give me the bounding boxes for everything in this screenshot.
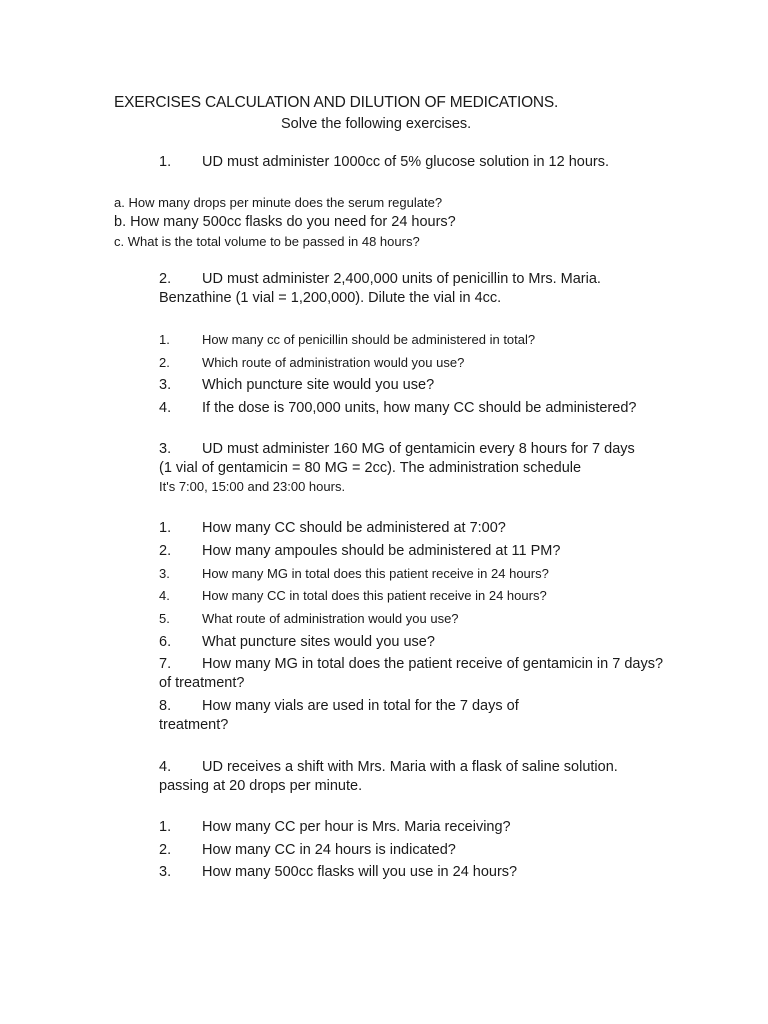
list-item: 1. How many CC per hour is Mrs. Maria receiving?: [159, 819, 511, 835]
list-item: 1. How many cc of penicillin should be administered in total?: [159, 332, 536, 347]
list-item: 7. How many MG in total does the patient receive of gentamicin in 7 days?: [159, 656, 664, 672]
exercise-number: 4.: [159, 759, 172, 775]
exercise-1-question-c: c. What is the total volume to be passed in 48 hours?: [114, 234, 420, 249]
exercise-3-statement-line2: (1 vial of gentamicin = 80 MG = 2cc). The administration schedule: [159, 460, 582, 476]
list-item: 4. How many CC in total does this patient receive in 24 hours?: [159, 588, 547, 603]
list-item-continuation: treatment?: [159, 717, 229, 733]
list-item: 3. Which puncture site would you use?: [159, 377, 435, 393]
exercise-1-question-b: b. How many 500cc flasks do you need for 24 hours?: [114, 214, 456, 230]
list-item: 8. How many vials are used in total for the 7 days of: [159, 698, 519, 714]
exercise-number: 1.: [159, 154, 172, 170]
list-item: 4. If the dose is 700,000 units, how many CC should be administered?: [159, 400, 637, 416]
exercise-4-statement-line2: passing at 20 drops per minute.: [159, 778, 363, 794]
list-item: 1. How many CC should be administered at 7:00?: [159, 520, 506, 536]
list-item: 5. What route of administration would you use?: [159, 611, 459, 626]
list-item: 2. How many CC in 24 hours is indicated?: [159, 842, 456, 858]
exercise-number: 2.: [159, 271, 172, 287]
exercise-2-statement: 2. UD must administer 2,400,000 units of penicillin to Mrs. Maria.: [159, 271, 601, 287]
exercise-2-statement-line2: Benzathine (1 vial = 1,200,000). Dilute the vial in 4cc.: [159, 290, 502, 306]
page-subtitle: Solve the following exercises.: [281, 116, 472, 132]
exercise-1-statement: 1. UD must administer 1000cc of 5% glucose solution in 12 hours.: [159, 154, 610, 170]
exercise-number: 3.: [159, 441, 172, 457]
exercise-4-statement: 4. UD receives a shift with Mrs. Maria with a flask of saline solution.: [159, 759, 618, 775]
list-item: 3. How many MG in total does this patient receive in 24 hours?: [159, 566, 549, 581]
exercise-3-statement-line3: It's 7:00, 15:00 and 23:00 hours.: [159, 479, 346, 494]
list-item-continuation: of treatment?: [159, 675, 245, 691]
list-item: 3. How many 500cc flasks will you use in 24 hours?: [159, 864, 518, 880]
page-title: EXERCISES CALCULATION AND DILUTION OF MEDICATIONS.: [114, 94, 559, 111]
list-item: 6. What puncture sites would you use?: [159, 634, 435, 650]
exercise-1-question-a: a. How many drops per minute does the serum regulate?: [114, 195, 443, 210]
list-item: 2. How many ampoules should be administered at 11 PM?: [159, 543, 561, 559]
exercise-3-statement: 3. UD must administer 160 MG of gentamicin every 8 hours for 7 days: [159, 441, 635, 457]
list-item: 2. Which route of administration would you use?: [159, 355, 465, 370]
